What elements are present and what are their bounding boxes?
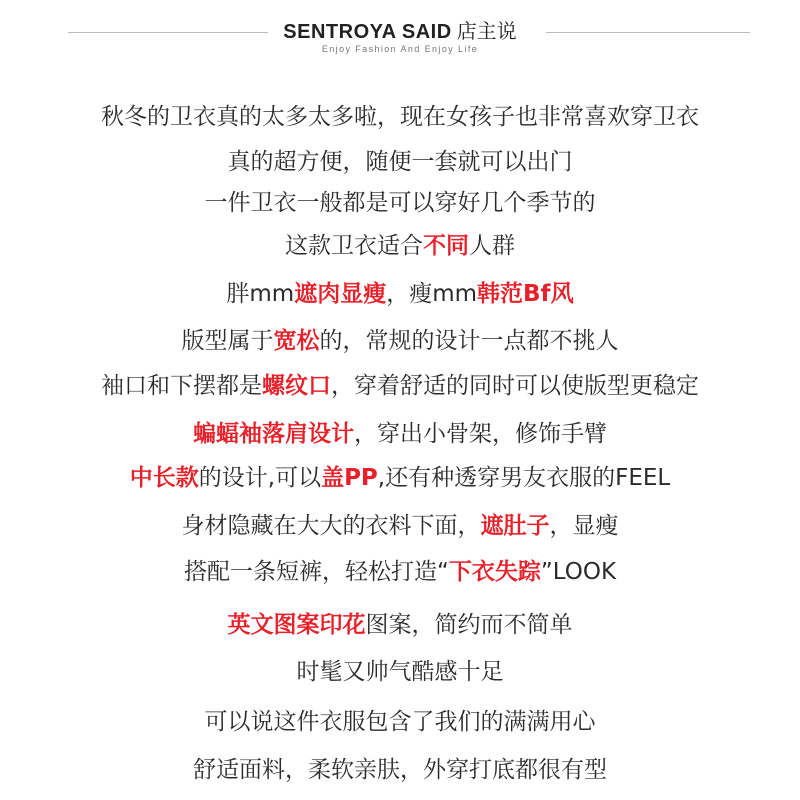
text-segment: ，穿着舒适的同时可以使版型更稳定 — [331, 373, 699, 399]
text-segment: ，显瘦 — [549, 513, 619, 539]
text-segment: 版型属于 — [181, 328, 274, 354]
text-line — [0, 463, 800, 493]
highlight-text: 下衣失踪 — [448, 559, 541, 585]
text-line — [0, 610, 800, 640]
brand-name-cn: 店主说 — [456, 19, 517, 43]
highlight-text: 遮肚子 — [480, 513, 550, 539]
text-segment: ，瘦mm — [386, 281, 478, 307]
highlight-text: 英文图案印花 — [227, 612, 366, 638]
text-line — [0, 102, 800, 132]
text-line — [0, 707, 800, 737]
text-line — [0, 279, 800, 309]
text-segment: 舒适面料，柔软亲肤，外穿打底都很有型 — [193, 757, 607, 783]
text-segment: 秋冬的卫衣真的太多太多啦，现在女孩子也非常喜欢穿卫衣 — [101, 104, 699, 130]
brand-tagline: Enjoy Fashion And Enjoy Life — [321, 44, 479, 54]
text-segment: 时髦又帅气酷感十足 — [296, 659, 504, 685]
text-line — [0, 557, 800, 587]
text-line — [0, 147, 800, 177]
text-line — [0, 511, 800, 541]
highlight-text: 宽松 — [273, 328, 320, 354]
highlight-text: 遮肉显瘦 — [294, 281, 387, 307]
text-line — [0, 419, 800, 449]
text-line — [0, 371, 800, 401]
text-segment: 身材隐藏在大大的衣料下面， — [181, 513, 481, 539]
text-segment: 的，常规的设计一点都不挑人 — [319, 328, 619, 354]
highlight-text: 韩范Bf风 — [477, 281, 574, 307]
text-segment: 袖口和下摆都是 — [101, 373, 262, 399]
text-segment: 这款卫衣适合 — [285, 233, 423, 259]
text-line — [0, 231, 800, 261]
text-segment: 搭配一条短裤，轻松打造“ — [183, 559, 449, 585]
text-segment: 图案，简约而不简单 — [365, 612, 573, 638]
highlight-text: 螺纹口 — [262, 373, 331, 399]
text-line — [0, 657, 800, 687]
highlight-text: 中长款 — [129, 465, 199, 491]
text-segment: 胖mm — [226, 281, 295, 307]
highlight-text: 蝙蝠袖落肩设计 — [193, 421, 354, 447]
text-line — [0, 326, 800, 356]
text-segment: ，穿出小骨架，修饰手臂 — [354, 421, 607, 447]
highlight-text: 不同 — [423, 233, 469, 259]
text-segment: 人群 — [469, 233, 515, 259]
text-segment: 真的超方便，随便一套就可以出门 — [227, 149, 573, 175]
text-segment: 可以说这件衣服包含了我们的满满用心 — [204, 709, 596, 735]
text-segment: ”LOOK — [540, 559, 617, 585]
text-line — [0, 755, 800, 785]
text-segment: ,还有种透穿男友衣服的FEEL — [377, 465, 671, 491]
text-line — [0, 188, 800, 218]
highlight-text: 盖PP — [321, 465, 378, 491]
text-segment: 一件卫衣一般都是可以穿好几个季节的 — [204, 190, 596, 216]
brand-name: SENTROYA SAID — [283, 21, 452, 43]
text-segment: 的设计,可以 — [198, 465, 322, 491]
